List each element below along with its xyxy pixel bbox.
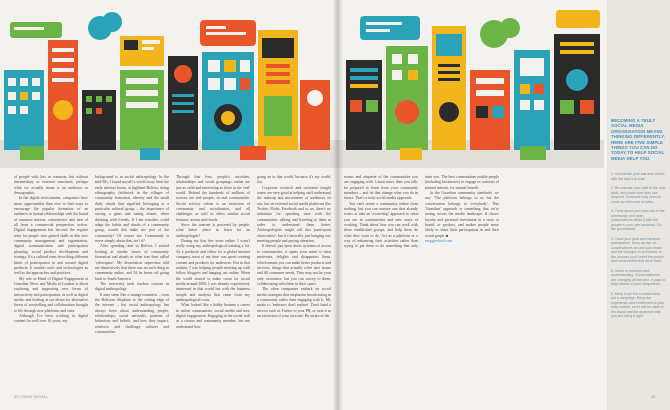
list-item: 2. Re-educate your staff in the new tools, and make sure they can respond. Someone may need to come up with a set of rules. — [611, 186, 666, 204]
sidebar-tips — [607, 0, 670, 410]
column-2 — [95, 175, 169, 397]
paragraph: going on in that world, because it's my world, too. — [257, 175, 331, 185]
paragraph: In the digital environment, companies have more opportunities than ever to find ways to encourage the popular formation of an audience in formal relationships with the brand of common interest, convenience and, best of all from a commercial perspective, action. Digital engagement has become the regular term for people who gained skills in this new community management and organisation, digital communication and participation planning, social product development and strategy. It's a cultural term describing different kinds of participation in and around digital products. It touches tools and technologies as well as the approaches and practices. — [14, 196, 88, 276]
sidebar-title: BECOMING A TRULY SOCIAL MEDIA ORGANISATION MEANS THINKING DIFFERENTLY. HERE ARE FIVE SIMPLE THINGS YOU CAN DO TODAY TO HELP SOCIAL MEDIA HELP YOU. — [611, 118, 665, 161]
page-gutter — [333, 0, 343, 410]
page-folio-right: 33 — [651, 395, 656, 399]
sidebar-tip-list — [611, 172, 666, 324]
paragraph: Since the internet is powered by people, what better place to learn for an anthropologist? — [176, 223, 250, 238]
author-website-link[interactable]: meggiesford.com — [425, 239, 453, 244]
paragraph: norms and etiquette of the communities you are engaging with. Listen more than you talk, be prepared to learn from your community members – and let that change what you do in future. That's a truly social media approach. — [344, 175, 418, 201]
paragraph: background is in social anthropology. In the mid-90s, I found myself a world away from the early internet boom, at highland Bolivia, doing ethnographic fieldwork in the villages of community formation, identity and the small daily rituals that signified belonging to a particular cultural group – the importance of raising a glass and eating dinner, when drinking with friends. If I am consider, could adapt the habits and rituals of a community group, would that make me part of the community? Of course not. Community is never simply about that, isn't it? — [95, 175, 169, 244]
paragraph: The often companies embark on social media strategies that emphasise broadcasting in a community rather than engaging with it. My motto is: 'embrace, don't replace'. Don't hand a service such as Twitter to your PR, or treat it as an extension of your own site. Be aware of the — [257, 287, 331, 318]
column-3 — [176, 175, 250, 397]
list-item: 3. Think about your own role in the community and open conversations about it with the people in your own business. Do the groundwork. — [611, 209, 665, 231]
column-4 — [257, 175, 331, 397]
paragraph: Although I've been working in digital content for well over 16 years, my — [14, 313, 88, 324]
paragraph: You can't create a community online from nothing, but you can nurture one that already exists or take an 'ownership' approach to what you see in communities and new ways of working. Think about how you can work with these established groups, and help them do what they want to do. Act as a platform or a way of enhancing their activities rather than trying to get them to do something that only suits you. The best communities enable people (including businesses) to engage in contexts of mutual interest, for mutual benefit. — [344, 175, 499, 249]
city-illustration — [0, 0, 604, 168]
paragraph: What looked like a hobby became a career in online communities, social media and now digital engagement. Engaging in the social web as a creator and community member, lets me understand how — [176, 303, 250, 329]
list-item: 6. Keep it up! It is a relationship, not a campaign. Bring the experience and excitement to your daily routine, and it will be clear to the brand and the audience that you are doing it right. — [611, 291, 665, 318]
paragraph: It may seem like a strange transition – from the Bolivian Altiplano to the cutting edge of the internet – but social anthropology has always been about understanding people, relationships, social networks, patterns of behaviour and beliefs, and how they impact, reinforce and challenge cultures and communities. — [95, 292, 169, 334]
paragraph: In the Guardian community standards, we say: 'The platform belongs to us but the conversation belongs to everybody'. This 'Guardian' approach is something that we're seeing across the media landscape. It shows loyalty and personal investment in a story or brand, or product, and makes people more likely to share their participation in and their social graph. ■ — [425, 191, 499, 238]
list-item: 1. Coordinate your ads and stories with the way it is read. — [611, 172, 665, 181]
list-item: 4. Track your goal and measure participation. Keep an eye on conversations around your brand and the changes in sentiment. In the process you'll meet the people and communities that drive them. — [611, 236, 665, 263]
paragraph: It doesn't just open doors in terms of access to communities, it opens your mind to what motivates, delights and disappoints them, which means you can make better products and services, things that actually solve user issues and fill consumer needs. They may not be your only customers, but you can survey to them, collaborating with them in their space. — [257, 244, 331, 286]
illustration-svg — [0, 0, 604, 168]
paragraph: My role as Head of Digital Engagement at Guardian News and Media in London is about exploring and supporting new forms of interactivity and participation, as well as digital media, and looking at our desire for alternative forms of storytelling and collaboration brought to life through new platforms and sites. — [14, 276, 88, 313]
paragraph: During my first few years online, I wasn't really using my anthropological training a lot. As a producer and editor for a global internet company, most of my time was spent creating content and products for audiences. But in that routine, I was helping people meeting up with fellow bloggers and hanging out online. When the world started to make room for social media around 2005, I was already experienced, immersed in that world but with the business insight and analysis that came from my anthropological roots. — [176, 239, 250, 302]
paragraph: Through that lens, people's activities, relationships and social groupings online are just as valid and interesting as those in the 'real' world. Behind the hundreds of millions of screens are real people, in real communities. Social activity online is an extension of community and socialisation, and all challenges as well as offers similar social features, norms and rituals. — [176, 175, 250, 222]
column-5 — [344, 175, 499, 397]
paragraph: After spending time in Bolivia, I started looking at similar issues of community formation and rituals in what was then called 'cyberspace'. My dissertation supervisor told me dismissively that there was no such thing as community online, and I'd be better off going back to South America. — [95, 244, 169, 281]
column-1 — [14, 175, 88, 397]
paragraph: Corporate research and customer insight teams are very good at helping staff understand the makeup and movements of audiences on site, but on external social media platforms like Twitter, Flickr, Facebook and so on, there's no substitute for spending time with the communities, talking and listening to them in order to understand them better. Anthropologists might call this 'participant observation', but it's basically just hanging out, meeting people and paying attention. — [257, 185, 331, 244]
page-folio-left: 32 | FAIRS DIGITAL — [14, 395, 48, 399]
paragraph: The university took teaches courses in digital anthropology. — [95, 281, 169, 292]
list-item: 5. Invest in research and understanding. Social platforms are changing all the time. It pays to keep ahead of your competitors. — [611, 268, 666, 286]
paragraph: of people with lots in common, but without intermediary or external structures, perhaps what we actually mean is an audience or demographic. — [14, 175, 88, 196]
